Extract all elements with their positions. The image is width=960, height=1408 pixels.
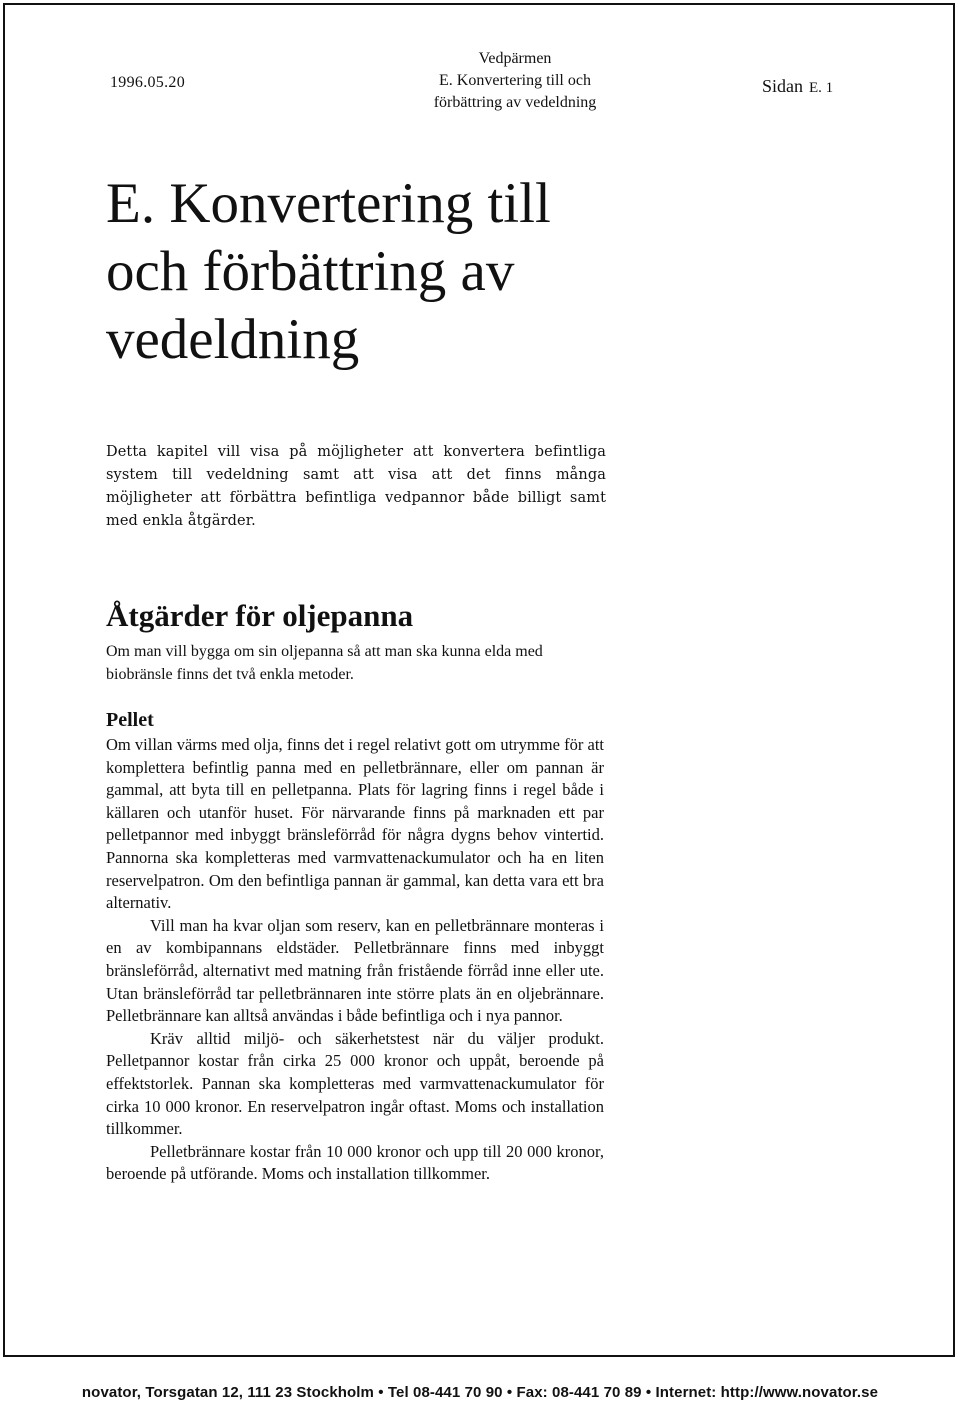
subsection-body <box>106 734 604 1186</box>
page-title: E. Konvertering till och förbättring av vedeldning <box>106 172 551 371</box>
header-page-indicator <box>762 76 833 97</box>
body-paragraph: Vill man ha kvar oljan som reserv, kan en pelletbrännare monteras i en av kombipannans eldstäder. Pelletbrännare finns med inbyggt bränsleförråd, alternativt med matning från fristående förråd inne eller ute. Utan bränsleförråd tar pelletbrännaren inte större plats än en oljebrännare. Pelletbrännare kan alltså användas i både befintliga och i nya pannor. <box>106 915 604 1026</box>
body-paragraph: Kräv alltid miljö- och säkerhetstest när du väljer produkt. Pelletpannor kostar från cirka 25 000 kronor och uppåt, beroende på effektstorlek. Pannan ska kompletteras med varmvattenackumulator för cirka 10 000 kronor. En reservelpatron ingår oftast. Moms och installation tillkommer. <box>106 1028 604 1139</box>
section-lead-paragraph: Om man vill bygga om sin oljepanna så att man ska kunna elda med biobränsle finns det två enkla metoder. <box>106 643 543 683</box>
intro-paragraph: Detta kapitel vill visa på möjligheter att konvertera befintliga system till vedeldning samt att visa att det finns många möjligheter att förbättra befintliga vedpannor både billigt samt med enkla åtgärder. <box>106 444 606 529</box>
body-paragraph: Pelletbrännare kostar från 10 000 kronor och upp till 20 000 kronor, beroende på utförande. Moms och installation tillkommer. <box>106 1141 604 1184</box>
header-chapter-line-2: förbättring av vedeldning <box>433 94 597 111</box>
header-page-label: Sidan <box>762 76 804 96</box>
header-date: 1996.05.20 <box>110 74 185 91</box>
header-doc-name: Vedpärmen <box>478 50 552 67</box>
body-paragraph: Om villan värms med olja, finns det i regel relativt gott om utrymme för att komplettera befintlig panna med en pelletbrännare, eller om pannan är gammal, att byta till en pelletpanna. Plats för lagring finns i regel både i källaren och utanför huset. För närvarande finns på marknaden ett par pelletpannor med inbyggt bränsleförråd för några dygns behov vintertid. Pannorna ska kompletteras med varmvattenackumulator och ha en liten reservelpatron. Om den befintliga pannan är gammal, kan detta vara ett bra alternativ. <box>106 735 604 913</box>
footer-contact-line: novator, Torsgatan 12, 111 23 Stockholm • Tel 08-441 70 90 • Fax: 08-441 70 89 • Internet: http://www.novator.se <box>81 1384 879 1401</box>
header-chapter-block <box>380 48 650 114</box>
subsection-heading: Pellet <box>106 709 154 731</box>
header-chapter-line-1: E. Konvertering till och <box>439 72 591 89</box>
section-heading: Åtgärder för oljepanna <box>106 598 414 633</box>
header-page-number: E. 1 <box>809 80 834 96</box>
